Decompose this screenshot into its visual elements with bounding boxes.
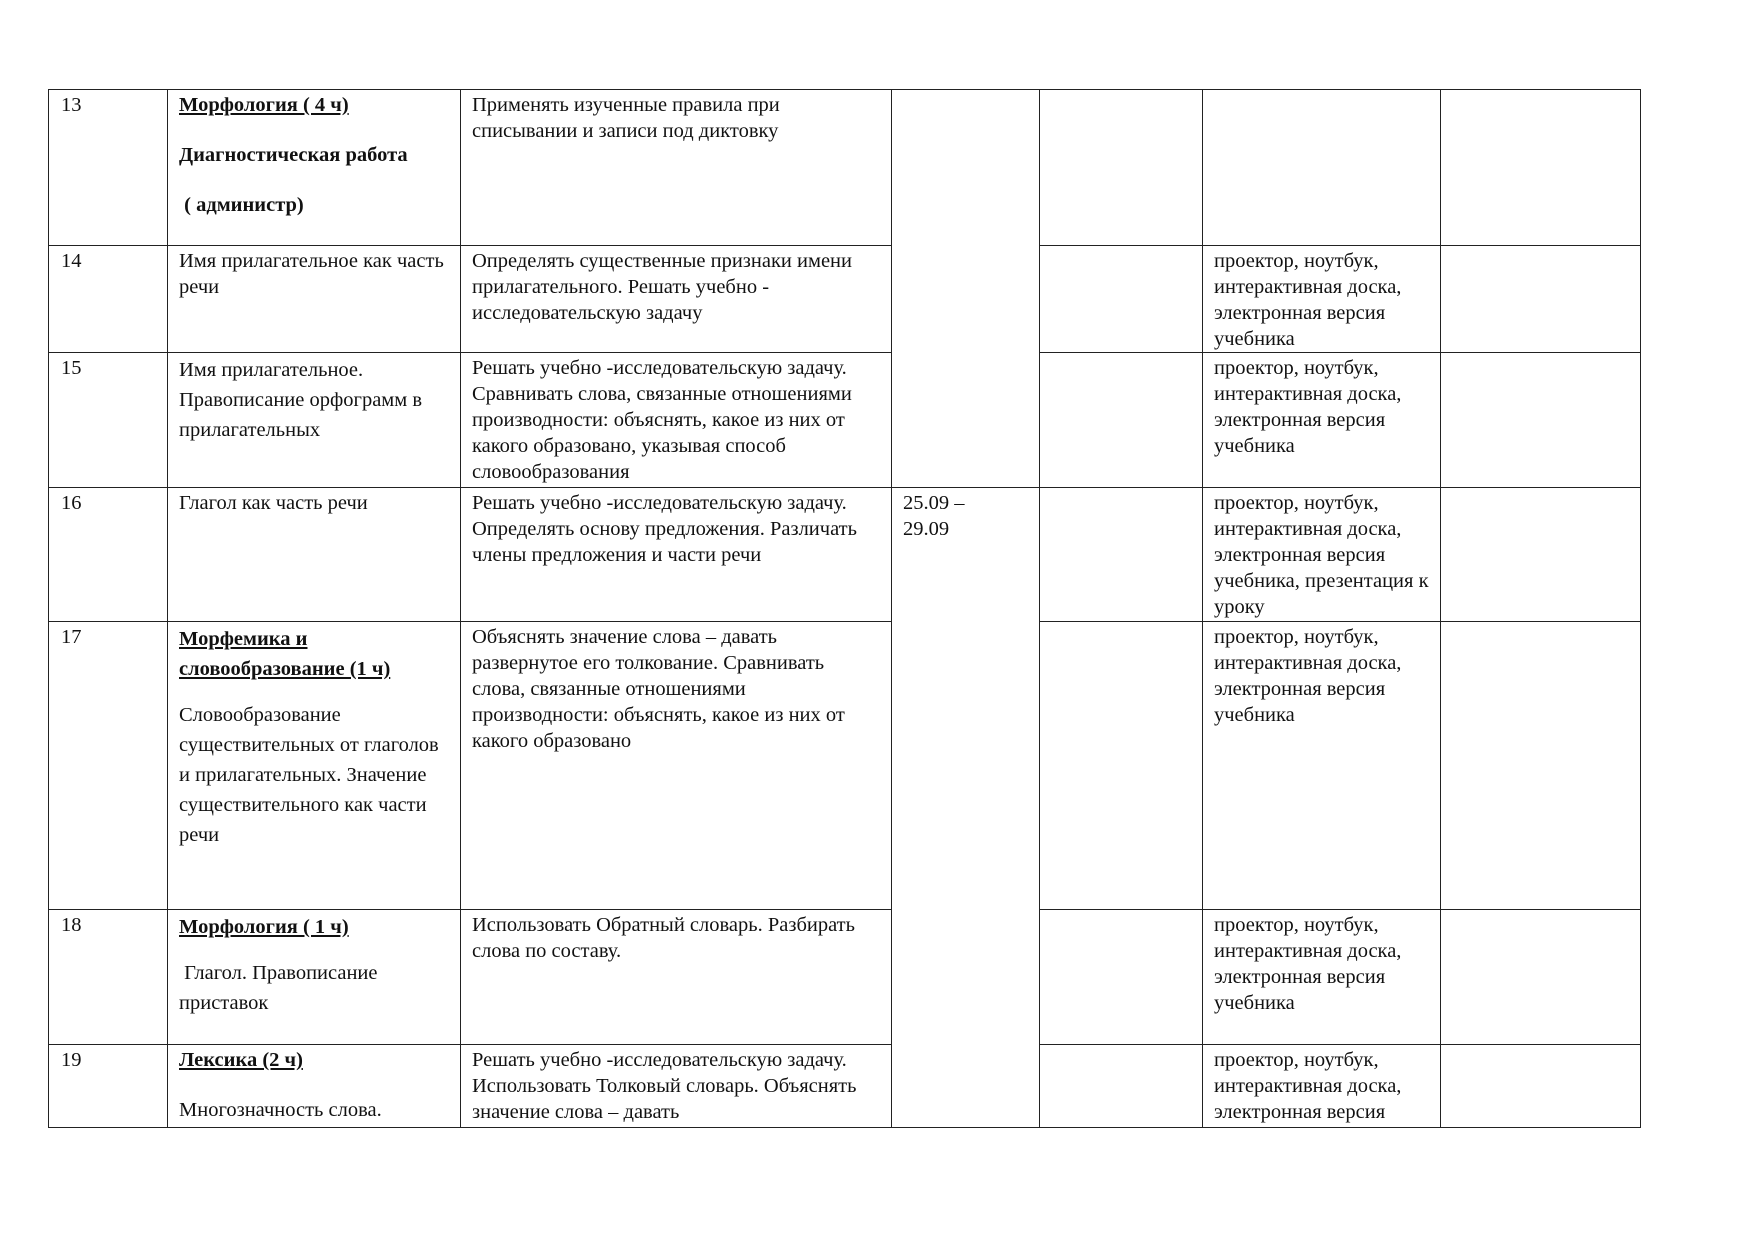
- topic-text: Глагол. Правописание приставок: [179, 962, 383, 1014]
- equipment-cell: проектор, ноутбук, интерактивная доска, электронная версия учебника: [1203, 622, 1441, 910]
- section-heading: Лексика (2 ч): [179, 1049, 303, 1071]
- topic-line: ( администр): [179, 194, 304, 216]
- table-row: [49, 1045, 1641, 1128]
- empty-cell: [1441, 90, 1641, 246]
- lesson-activity: Использовать Обратный словарь. Разбирать слова по составу.: [461, 910, 892, 1045]
- section-heading: Морфология ( 4 ч): [179, 94, 349, 116]
- lesson-topic: [168, 1045, 461, 1128]
- equipment-cell: [1203, 90, 1441, 246]
- empty-cell: [1040, 90, 1203, 246]
- lesson-activity: Решать учебно -исследовательскую задачу. Сравнивать слова, связанные отношениями производности: объяснять, какое из них от какого образовано, указывая способ словообразования: [461, 353, 892, 488]
- equipment-cell: проектор, ноутбук, интерактивная доска, электронная версия учебника: [1203, 910, 1441, 1045]
- lesson-activity: Применять изученные правила при списывании и записи под диктовку: [461, 90, 892, 246]
- lesson-number: 14: [49, 246, 168, 353]
- table-row: [49, 353, 1641, 488]
- empty-cell: [1441, 1045, 1641, 1128]
- empty-cell: [1441, 910, 1641, 1045]
- empty-cell: [1040, 353, 1203, 488]
- table-row: [49, 488, 1641, 622]
- lesson-activity: Определять существенные признаки имени прилагательного. Решать учебно - исследовательскую задачу: [461, 246, 892, 353]
- topic-text: Многозначность слова.: [179, 1099, 382, 1121]
- table-row: [49, 90, 1641, 246]
- lesson-activity: Решать учебно -исследовательскую задачу. Определять основу предложения. Различать члены предложения и части речи: [461, 488, 892, 622]
- table-row: [49, 622, 1641, 910]
- topic-line: Диагностическая работа: [179, 144, 408, 166]
- lesson-topic: [168, 622, 461, 910]
- lesson-topic: Имя прилагательное как часть речи: [168, 246, 461, 353]
- table-row: [49, 910, 1641, 1045]
- empty-cell: [1040, 1045, 1203, 1128]
- lesson-number: 13: [49, 90, 168, 246]
- table-row: [49, 246, 1641, 353]
- lesson-topic: Глагол как часть речи: [168, 488, 461, 622]
- empty-cell: [1040, 910, 1203, 1045]
- lesson-topic: [168, 910, 461, 1045]
- empty-cell: [1441, 246, 1641, 353]
- date-range: 25.09 – 29.09: [903, 492, 965, 540]
- section-heading: Морфология ( 1 ч): [179, 916, 349, 938]
- equipment-cell: проектор, ноутбук, интерактивная доска, электронная версия учебника: [1203, 246, 1441, 353]
- lesson-topic: [168, 90, 461, 246]
- lesson-topic: Имя прилагательное. Правописание орфограмм в прилагательных: [168, 353, 461, 488]
- lesson-number: 17: [49, 622, 168, 910]
- topic-text: Словообразование существительных от глаголов и прилагательных. Значение существительного как части речи: [179, 704, 439, 846]
- empty-cell: [1040, 622, 1203, 910]
- equipment-cell: проектор, ноутбук, интерактивная доска, электронная версия: [1203, 1045, 1441, 1128]
- date-cell: [892, 90, 1040, 488]
- empty-cell: [1441, 622, 1641, 910]
- equipment-cell: проектор, ноутбук, интерактивная доска, электронная версия учебника, презентация к уроку: [1203, 488, 1441, 622]
- lesson-number: 16: [49, 488, 168, 622]
- lesson-plan-table: [48, 89, 1641, 1128]
- empty-cell: [1441, 353, 1641, 488]
- date-cell: [892, 488, 1040, 1128]
- section-heading: Морфемика и словообразование (1 ч): [179, 628, 391, 680]
- lesson-activity: Объяснять значение слова – давать развернутое его толкование. Сравнивать слова, связанные отношениями производности: объяснять, какое из них от какого образовано: [461, 622, 892, 910]
- equipment-cell: проектор, ноутбук, интерактивная доска, электронная версия учебника: [1203, 353, 1441, 488]
- empty-cell: [1441, 488, 1641, 622]
- empty-cell: [1040, 488, 1203, 622]
- lesson-number: 18: [49, 910, 168, 1045]
- lesson-activity: Решать учебно -исследовательскую задачу. Использовать Толковый словарь. Объяснять значение слова – давать: [461, 1045, 892, 1128]
- lesson-number: 15: [49, 353, 168, 488]
- lesson-number: 19: [49, 1045, 168, 1128]
- empty-cell: [1040, 246, 1203, 353]
